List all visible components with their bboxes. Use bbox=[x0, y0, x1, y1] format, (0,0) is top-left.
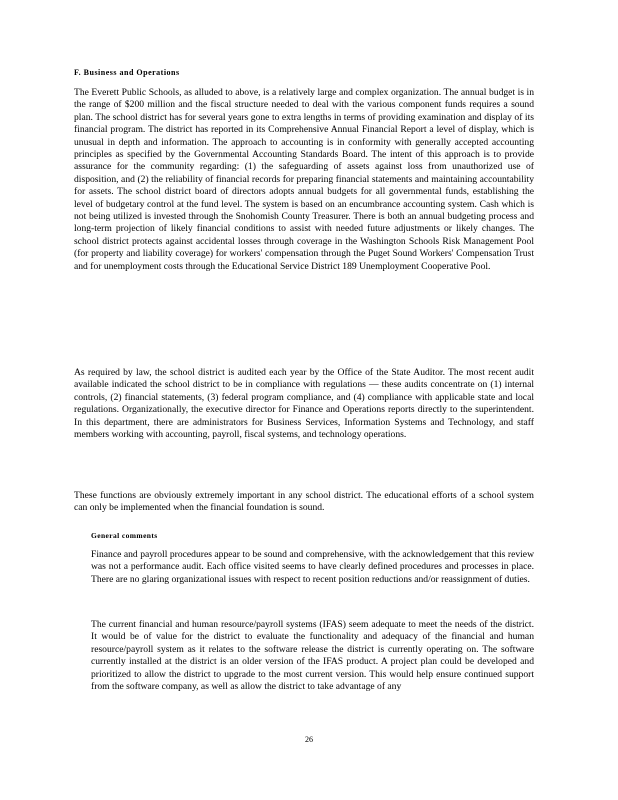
page-number: 26 bbox=[305, 735, 313, 744]
body-paragraph: These functions are obviously extremely important in any school district. The educational efforts of a school system can only be implemented when the financial foundation is sound. bbox=[74, 490, 534, 514]
indented-paragraph: The current financial and human resource/payroll systems (IFAS) seem adequate to meet the needs of the district. It would be of value for the district to evaluate the functionality and adequacy of the financial and human resource/payroll system as it relates to the software release the district is currently operating on. The software currently installed at the district is an older version of the IFAS product. A project plan could be developed and prioritized to allow the district to upgrade to the most current version. This would help ensure continued support from the software company, as well as allow the district to take advantage of any bbox=[91, 619, 534, 693]
body-paragraph: The Everett Public Schools, as alluded to above, is a relatively large and complex organization. The annual budget is in the range of $200 million and the fiscal structure needed to deal with the various component funds requires a sound plan. The school district has for several years gone to extra lengths in terms of providing examination and display of its financial program. The district has reported in its Comprehensive Annual Financial Report a level of display, which is unusual in depth and information. The approach to accounting is in conformity with generally accepted accounting principles as specified by the Governmental Accounting Standards Board. The intent of this approach is to provide assurance for the community regarding: (1) the safeguarding of assets against loss from unauthorized use of disposition, and (2) the reliability of financial records for preparing financial statements and maintaining accountability for assets. The school district board of directors adopts annual budgets for all governmental funds, establishing the level of budgetary control at the fund level. The system is based on an encumbrance accounting system. Cash which is not being utilized is invested through the Snohomish County Treasurer. There is both an annual budgeting process and long-term projection of likely financial conditions to assist with needed future adjustments or likely changes. The school district protects against accidental losses through coverage in the Washington Schools Risk Management Pool (for property and liability coverage) for workers' compensation through the Puget Sound Workers' Compensation Trust and for unemployment costs through the Educational Service District 189 Unemployment Cooperative Pool. bbox=[74, 87, 534, 272]
body-paragraph: As required by law, the school district is audited each year by the Office of the State Auditor. The most recent audit available indicated the school district to be in compliance with regulations — these audits concentrate on (1) internal controls, (2) financial statements, (3) federal program compliance, and (4) compliance with applicable state and local regulations. Organizationally, the executive director for Finance and Operations reports directly to the superintendent. In this department, there are administrators for Business Services, Information Systems and Technology, and staff members working with accounting, payroll, fiscal systems, and technology operations. bbox=[74, 367, 534, 441]
section-heading: F. Business and Operations bbox=[74, 68, 180, 77]
indented-paragraph: Finance and payroll procedures appear to be sound and comprehensive, with the acknowledgement that this review was not a performance audit. Each office visited seems to have clearly defined procedures and processes in place. There are no glaring organizational issues with respect to recent position reductions and/or reassignment of duties. bbox=[91, 549, 534, 585]
sub-heading: General comments bbox=[91, 531, 158, 540]
